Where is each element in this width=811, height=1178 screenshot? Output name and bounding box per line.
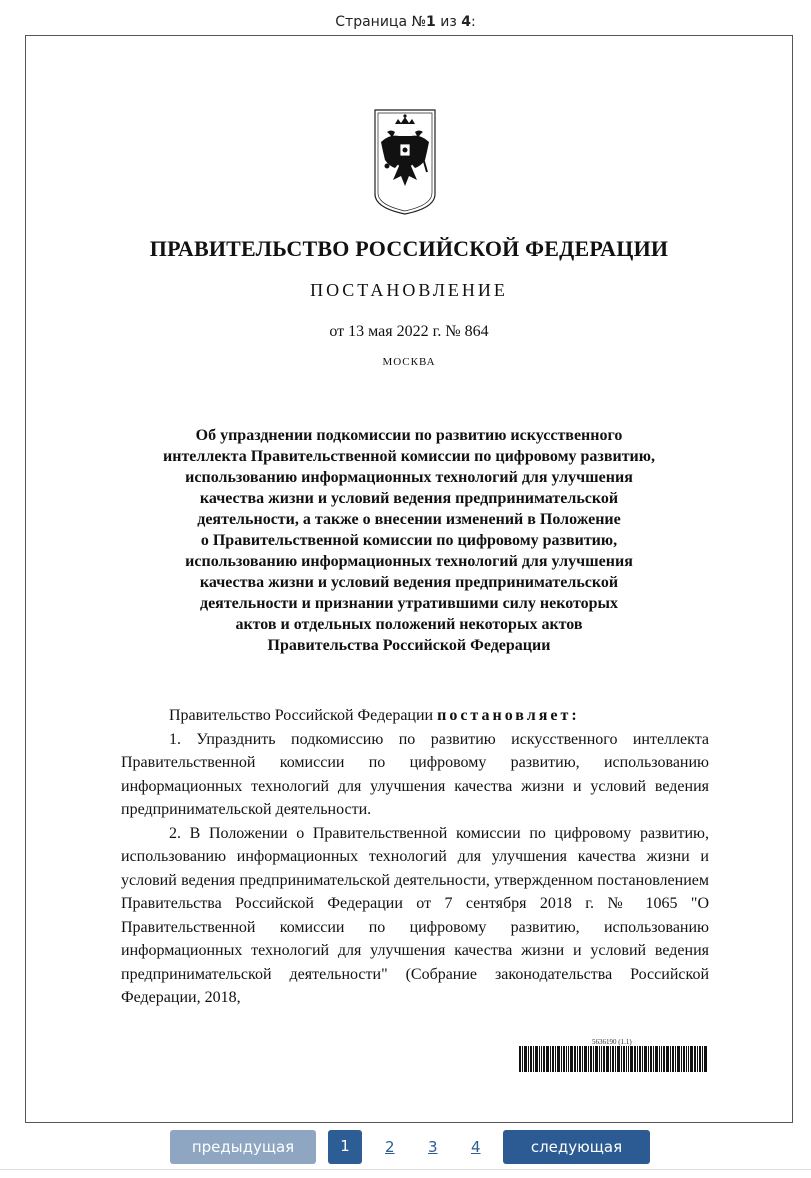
previous-page-button[interactable]: предыдущая <box>170 1130 316 1164</box>
heading-line: качества жизни и условий ведения предпринимательской <box>199 574 619 591</box>
page-link-2[interactable]: 2 <box>385 1138 395 1156</box>
current-page-number: 1 <box>426 14 436 30</box>
barcode-icon <box>519 1046 707 1072</box>
heading-line: качества жизни и условий ведения предпринимательской <box>199 490 619 507</box>
next-page-button[interactable]: следующая <box>503 1130 650 1164</box>
intro-resolves: постановляет: <box>437 707 580 724</box>
heading-line: Об упразднении подкомиссии по развитию искусственного <box>195 427 623 444</box>
government-title: ПРАВИТЕЛЬСТВО РОССИЙСКОЙ ФЕДЕРАЦИИ <box>149 236 669 261</box>
heading-line: интеллекта Правительственной комиссии по цифровому развитию, <box>163 448 655 465</box>
total-pages-number: 4 <box>461 14 471 30</box>
page-indicator <box>0 14 811 30</box>
document-date-number: от 13 мая 2022 г. № 864 <box>329 323 489 340</box>
document-body <box>121 704 709 1010</box>
document-city: МОСКВА <box>382 356 436 368</box>
coat-of-arms-icon <box>373 108 437 216</box>
heading-line: использованию информационных технологий для улучшения <box>185 553 633 570</box>
document-frame <box>25 35 793 1123</box>
paragraph-2: 2. В Положении о Правительственной комиссии по цифровому развитию, использованию информационных технологий для улучшения качества жизни и условий ведения предпринимательской деятельности, утвержденном постановлением Правительства Российской Федерации от 7 сентября 2018 г. № 1065 "О Правительственной комиссии по цифровому развитию, использованию информационных технологий для улучшения качества жизни и условий ведения предпринимательской деятельности" (Собрание законодательства Российской Федерации, 2018, <box>121 824 709 1006</box>
intro-paragraph <box>121 704 709 728</box>
pagination <box>0 1130 811 1166</box>
paragraph-1: 1. Упразднить подкомиссию по развитию искусственного интеллекта Правительственной комиссии по цифровому развитию, использованию информационных технологий для улучшения качества жизни и условий ведения предпринимательской деятельности. <box>121 730 709 818</box>
page-prefix: Страница № <box>335 14 427 30</box>
heading-line: Правительства Российской Федерации <box>267 637 551 654</box>
document-heading <box>121 425 697 656</box>
document-page-image <box>26 36 792 1122</box>
heading-line: деятельности, а также о внесении изменений в Положение <box>197 511 621 528</box>
heading-line: деятельности и признании утратившими силу некоторых <box>199 595 619 612</box>
of-word: из <box>435 14 462 30</box>
page-indicator-suffix: : <box>471 14 476 30</box>
page-link-3[interactable]: 3 <box>428 1138 438 1156</box>
heading-line: использованию информационных технологий для улучшения <box>185 469 633 486</box>
heading-line: актов и отдельных положений некоторых актов <box>235 616 583 633</box>
document-type: ПОСТАНОВЛЕНИЕ <box>310 280 508 300</box>
page-number-current[interactable]: 1 <box>328 1130 362 1164</box>
heading-line: о Правительственной комиссии по цифровому развитию, <box>200 532 618 549</box>
bottom-divider <box>0 1169 811 1170</box>
barcode-number: 5636190 (1.1) <box>592 1038 632 1046</box>
page-link-4[interactable]: 4 <box>471 1138 481 1156</box>
intro-text: Правительство Российской Федерации <box>169 707 438 724</box>
